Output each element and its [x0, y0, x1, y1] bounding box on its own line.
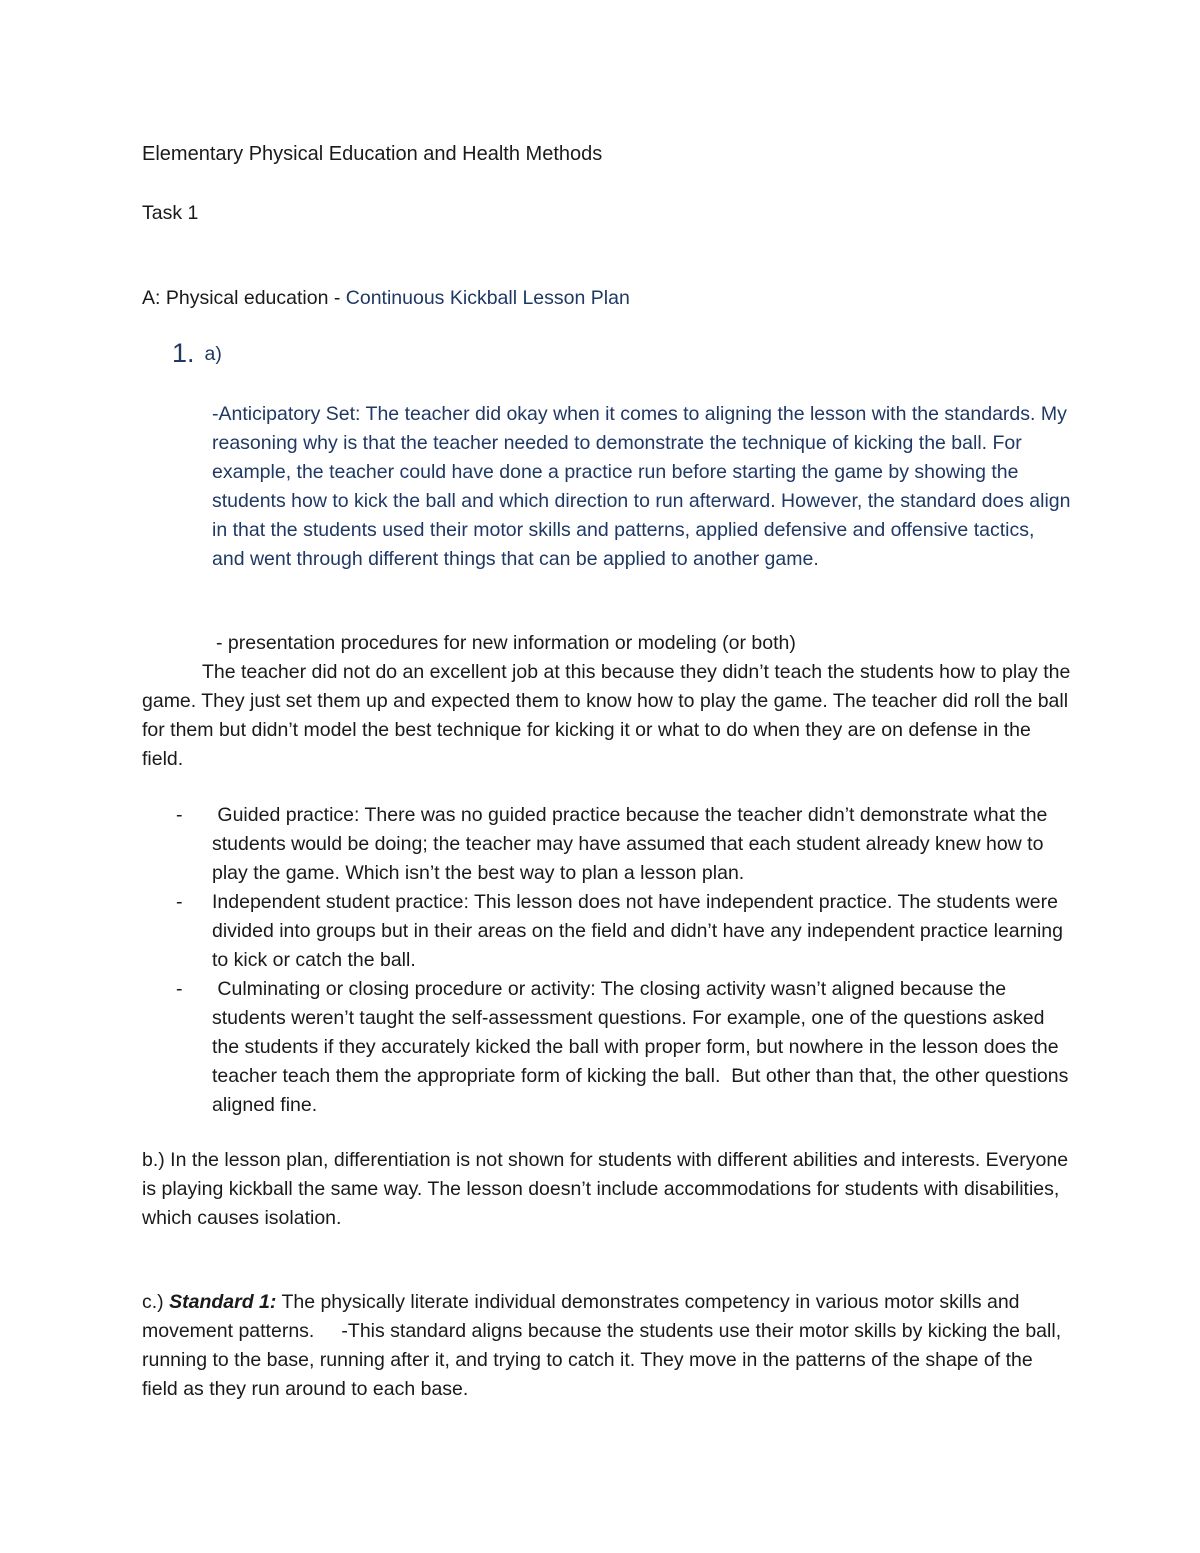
- guided-practice-text: Guided practice: There was no guided practice because the teacher didn’t demonstrate what the students would be doing; the teacher may have assumed that each student already knew how to play the game. Which isn’t the best way to plan a lesson plan.: [212, 804, 1053, 884]
- section-a-heading: [142, 284, 1072, 313]
- list-dash: -: [176, 804, 183, 826]
- document-title: Elementary Physical Education and Health Methods: [142, 143, 603, 165]
- section-c-paragraph: [142, 1288, 1072, 1404]
- item-1-heading: [172, 339, 1102, 369]
- standard-1-label: Standard 1:: [169, 1291, 277, 1313]
- presentation-label: - presentation procedures for new information or modeling (or both): [216, 632, 796, 654]
- anticipatory-set-paragraph: -Anticipatory Set: The teacher did okay when it comes to aligning the lesson with the standards. My reasoning why is that the teacher needed to demonstrate the technique of kicking the ball. For example, the teacher could have done a practice run before starting the game by showing the students how to kick the ball and which direction to run afterward. However, the standard does align in that the students used their motor skills and patterns, applied defensive and offensive tactics, and went through different things that can be applied to another game.: [212, 403, 1071, 570]
- list-dash: -: [176, 978, 183, 1000]
- section-c-prefix: c.): [142, 1291, 170, 1313]
- presentation-paragraph: The teacher did not do an excellent job at this because they didn’t teach the students how to play the game. They just set them up and expected them to know how to play the game. The teacher did roll the ball for them but didn’t model the best technique for kicking it or what to do when they are on defense in the field.: [142, 661, 1071, 770]
- section-a-prefix: A: Physical education -: [142, 287, 346, 309]
- section-a-lesson-title: Continuous Kickball Lesson Plan: [345, 287, 630, 309]
- list-item: [142, 888, 1072, 975]
- list-dash: -: [176, 891, 183, 913]
- list-item: [142, 975, 1072, 1120]
- practice-list: [142, 801, 1072, 1120]
- item-sub-label: a): [204, 343, 222, 365]
- section-b-paragraph: b.) In the lesson plan, differentiation is not shown for students with different abilities and interests. Everyone is playing kickball the same way. The lesson doesn’t include accommodations for students with disabilities, which causes isolation.: [142, 1149, 1069, 1229]
- task-heading: Task 1: [142, 202, 199, 224]
- independent-practice-text: Independent student practice: This lesson does not have independent practice. The students were divided into groups but in their areas on the field and didn’t have any independent practice learning to kick or catch the ball.: [212, 891, 1064, 971]
- standard-1-text: The physically literate individual demonstrates competency in various motor skills and movement patterns. -This standard aligns because the students use their motor skills by kicking the ball, running to the base, running after it, and trying to catch it. They move in the patterns of the shape of the field as they run around to each base.: [142, 1291, 1067, 1400]
- item-number: 1.: [172, 338, 195, 368]
- list-item: [142, 801, 1072, 888]
- closing-procedure-text: Culminating or closing procedure or activity: The closing activity wasn’t aligned because the students weren’t taught the self-assessment questions. For example, one of the questions asked the students if they accurately kicked the ball with proper form, but nowhere in the lesson does the teacher teach them the appropriate form of kicking the ball. But other than that, the other questions aligned fine.: [212, 978, 1074, 1116]
